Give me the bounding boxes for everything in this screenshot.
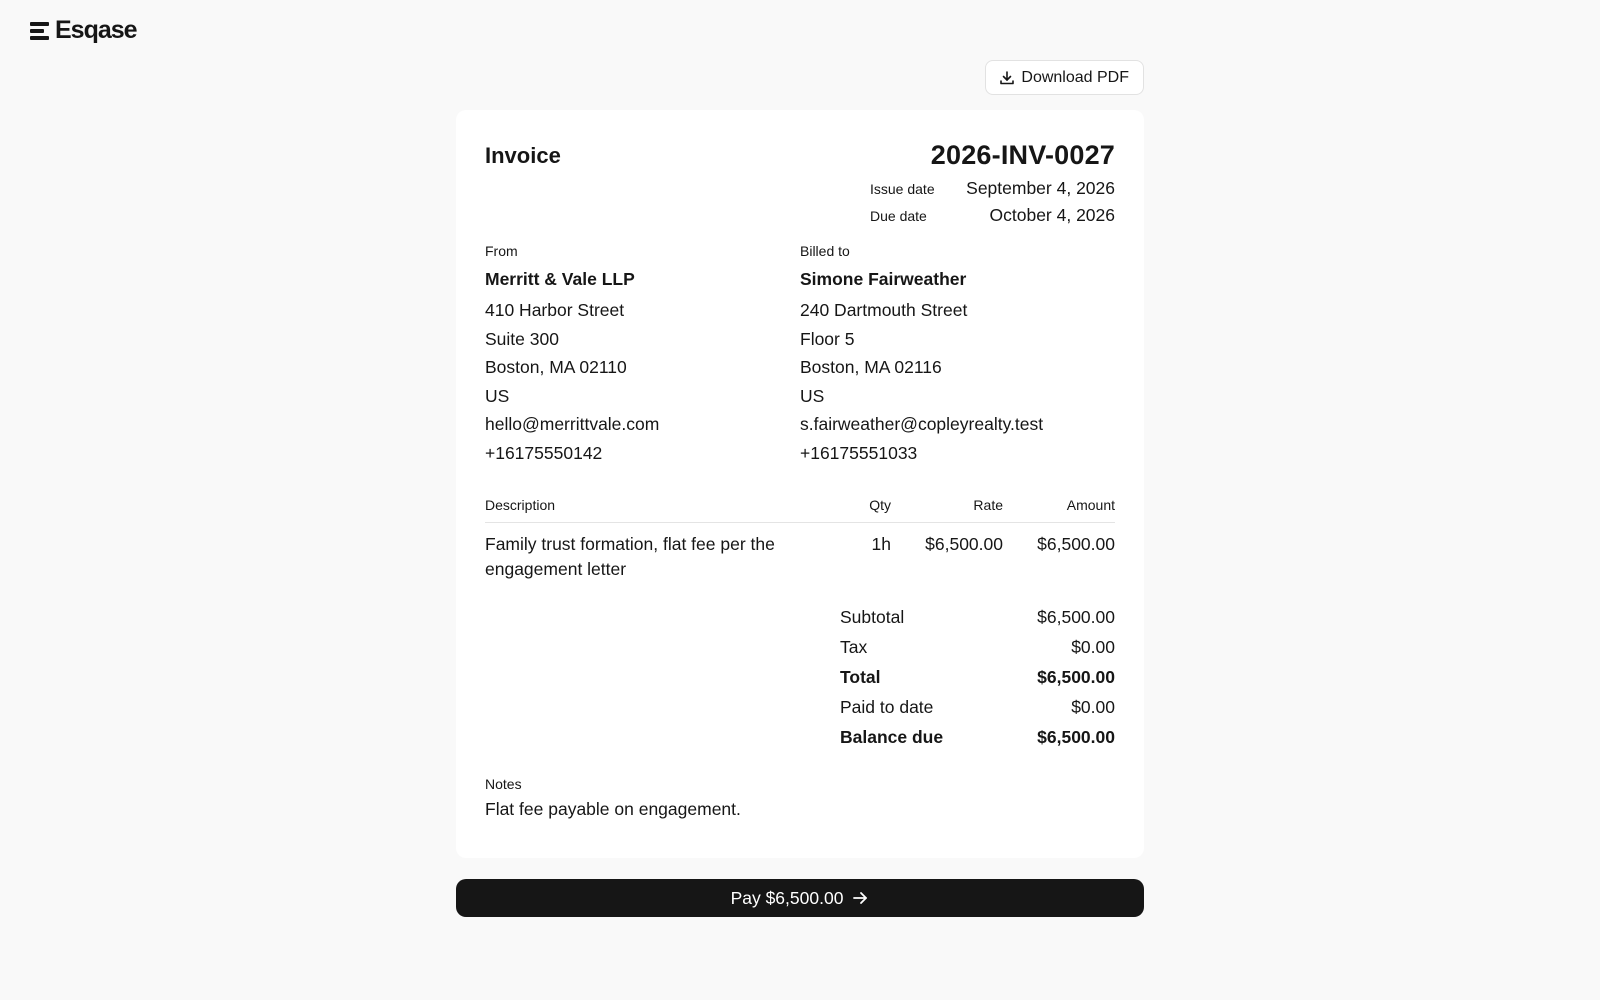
issue-date-value: September 4, 2026	[966, 178, 1115, 198]
item-amount: $6,500.00	[1037, 534, 1115, 554]
billed-to-name: Simone Fairweather	[800, 269, 967, 289]
header-description: Description	[485, 497, 556, 513]
balance-due-label: Balance due	[840, 727, 944, 747]
table-header	[485, 487, 1115, 523]
billed-to-phone: +16175551033	[800, 442, 918, 463]
invoice-header	[485, 110, 1115, 240]
download-icon	[999, 70, 1015, 86]
notes-label: Notes	[485, 776, 522, 792]
due-date-row	[870, 205, 1115, 232]
item-description: Family trust formation, flat fee per the engagement letter	[485, 534, 775, 579]
invoice-notes	[485, 772, 1115, 822]
from-label: From	[485, 243, 518, 259]
paid-to-date-label: Paid to date	[840, 697, 934, 717]
from-party	[485, 240, 800, 467]
billed-to-address-line: Floor 5	[800, 328, 855, 349]
balance-due-value: $6,500.00	[1037, 727, 1115, 747]
tax-label: Tax	[840, 637, 868, 657]
table-row	[485, 523, 1115, 582]
invoice-number: 2026-INV-0027	[930, 140, 1115, 170]
billed-to-country: US	[800, 385, 825, 406]
issue-date-label: Issue date	[870, 181, 935, 197]
invoice-toolbar	[456, 60, 1144, 95]
paid-to-date-row	[840, 692, 1115, 722]
line-items-table	[485, 487, 1115, 582]
billed-to-address-line: 240 Dartmouth Street	[800, 300, 968, 320]
total-row	[840, 662, 1115, 692]
header-rate: Rate	[973, 497, 1003, 513]
logo-icon	[30, 22, 49, 40]
pay-button-label: Pay $6,500.00	[730, 887, 844, 908]
subtotal-label: Subtotal	[840, 607, 905, 627]
from-address-line: Boston, MA 02110	[485, 357, 627, 377]
subtotal-value: $6,500.00	[1037, 607, 1115, 627]
invoice-totals	[840, 602, 1115, 752]
due-date-value: October 4, 2026	[989, 205, 1115, 225]
invoice-dates	[870, 178, 1115, 232]
tax-row	[840, 632, 1115, 662]
due-date-label: Due date	[870, 208, 927, 224]
from-phone: +16175550142	[485, 442, 603, 463]
item-qty: 1h	[871, 534, 891, 554]
from-email: hello@merrittvale.com	[485, 414, 660, 434]
invoice-parties	[485, 240, 1115, 467]
billed-to-label: Billed to	[800, 243, 850, 259]
header-amount: Amount	[1066, 497, 1115, 513]
subtotal-row	[840, 602, 1115, 632]
from-address-line: 410 Harbor Street	[485, 300, 625, 320]
issue-date-row	[870, 178, 1115, 205]
item-rate: $6,500.00	[925, 534, 1003, 554]
billed-to-email: s.fairweather@copleyrealty.test	[800, 414, 1044, 434]
brand-name: Esqase	[55, 16, 137, 44]
header-qty: Qty	[869, 497, 891, 513]
tax-value: $0.00	[1071, 637, 1115, 657]
paid-to-date-value: $0.00	[1071, 697, 1115, 717]
from-country: US	[485, 385, 510, 406]
invoice-card	[456, 110, 1144, 858]
balance-due-row	[840, 722, 1115, 752]
download-pdf-button[interactable]	[985, 60, 1144, 95]
from-name: Merritt & Vale LLP	[485, 269, 635, 289]
pay-button[interactable]	[456, 879, 1144, 917]
billed-to-party	[800, 240, 1115, 467]
billed-to-address-line: Boston, MA 02116	[800, 357, 942, 377]
notes-text: Flat fee payable on engagement.	[485, 799, 741, 819]
total-value: $6,500.00	[1037, 667, 1115, 687]
total-label: Total	[840, 667, 881, 687]
arrow-right-icon	[851, 889, 869, 907]
invoice-title: Invoice	[485, 143, 561, 168]
download-pdf-label: Download PDF	[1021, 68, 1129, 86]
brand-logo[interactable]	[30, 16, 137, 45]
from-address-line: Suite 300	[485, 328, 559, 349]
